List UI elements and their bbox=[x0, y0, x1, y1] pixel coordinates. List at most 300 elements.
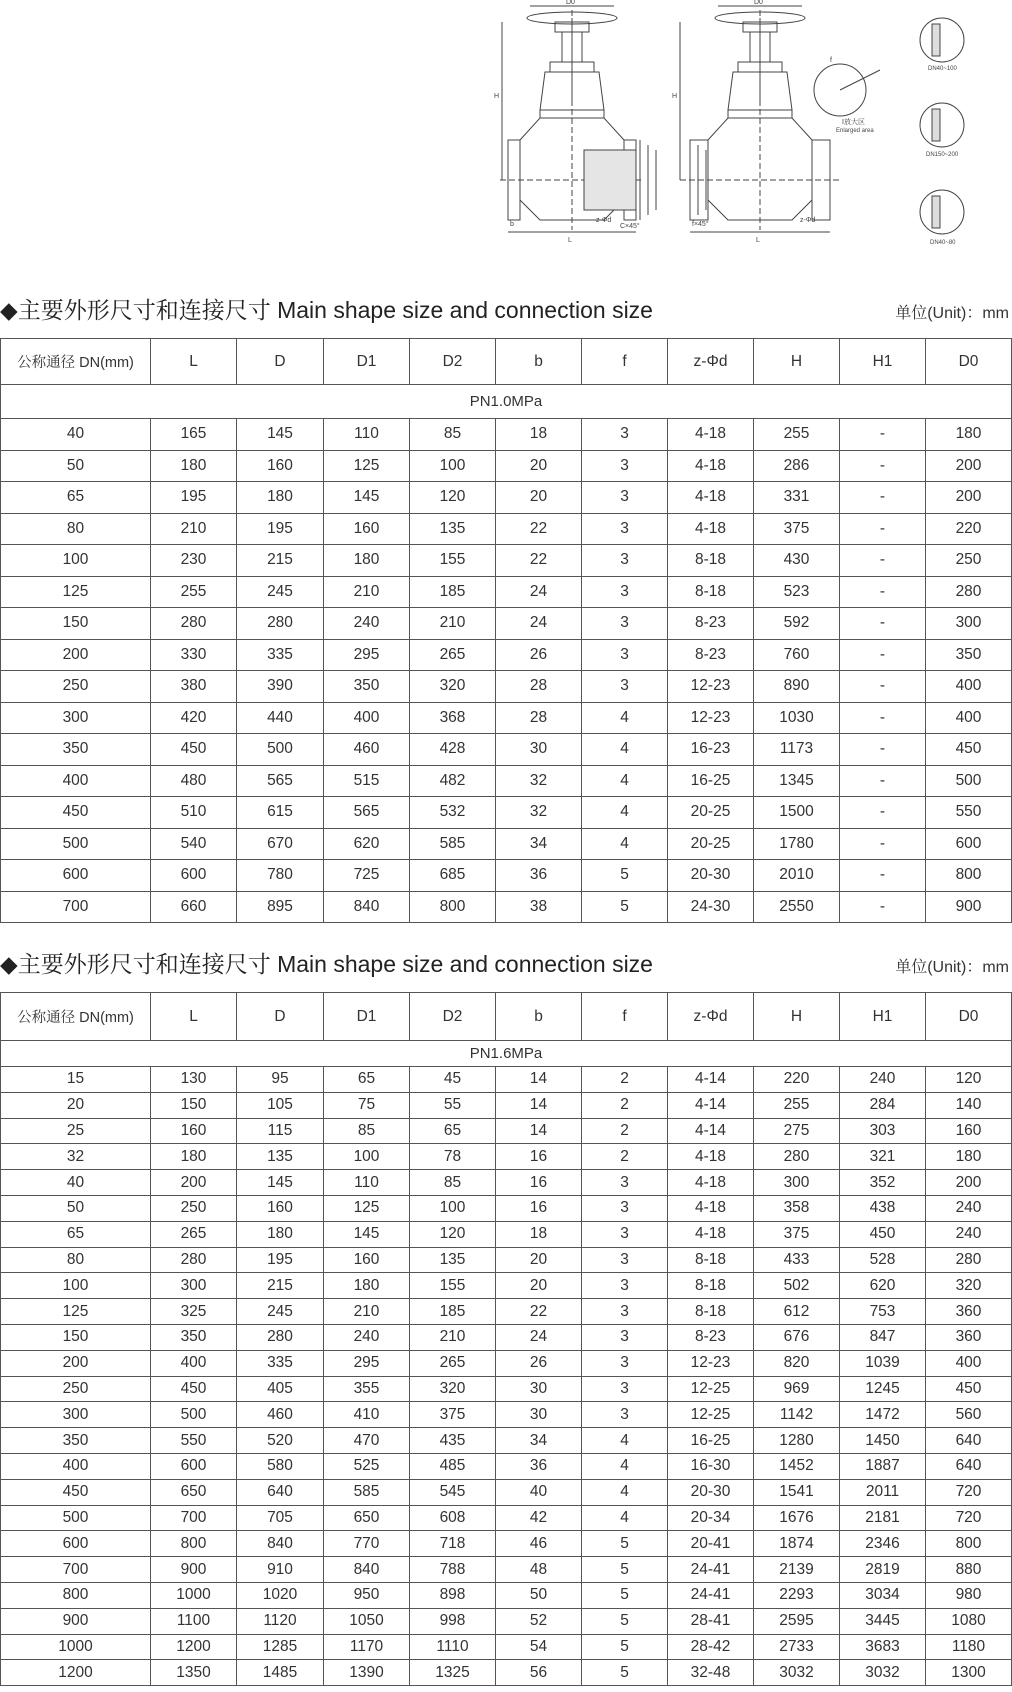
table-cell: 368 bbox=[410, 702, 496, 734]
dn-cell: 700 bbox=[1, 891, 151, 923]
table-cell: 1245 bbox=[840, 1376, 926, 1402]
table-cell: 410 bbox=[324, 1402, 410, 1428]
table-cell: 36 bbox=[496, 1453, 582, 1479]
table-cell: 5 bbox=[582, 1608, 668, 1634]
dn-cell: 65 bbox=[1, 482, 151, 514]
table-cell: 255 bbox=[151, 576, 237, 608]
label-f45: f×45° bbox=[692, 221, 709, 228]
table-cell: 280 bbox=[151, 608, 237, 640]
table-cell: 800 bbox=[926, 860, 1012, 892]
table-cell: 215 bbox=[237, 1273, 324, 1299]
column-header: H1 bbox=[840, 339, 926, 385]
table-cell: 52 bbox=[496, 1608, 582, 1634]
table-cell: 3683 bbox=[840, 1634, 926, 1660]
table-row bbox=[1, 1221, 1012, 1247]
table-cell: 65 bbox=[324, 1067, 410, 1093]
table-cell: 320 bbox=[926, 1273, 1012, 1299]
table-cell: 360 bbox=[926, 1324, 1012, 1350]
table-cell: 1110 bbox=[410, 1634, 496, 1660]
table-cell: 3 bbox=[582, 1350, 668, 1376]
table-cell: 145 bbox=[237, 419, 324, 451]
table-row bbox=[1, 1324, 1012, 1350]
technical-drawings bbox=[494, 0, 980, 250]
table-row bbox=[1, 860, 1012, 892]
table-cell: 2139 bbox=[754, 1557, 840, 1583]
table-cell: 1285 bbox=[237, 1634, 324, 1660]
table-cell: 20-25 bbox=[668, 828, 754, 860]
table-cell: 1541 bbox=[754, 1479, 840, 1505]
table-cell: 34 bbox=[496, 1428, 582, 1454]
table-cell: 120 bbox=[410, 1221, 496, 1247]
table-cell: 760 bbox=[754, 639, 840, 671]
table-cell: 165 bbox=[151, 419, 237, 451]
table-cell: 1080 bbox=[926, 1608, 1012, 1634]
table-cell: 450 bbox=[151, 1376, 237, 1402]
table-cell: 28-42 bbox=[668, 1634, 754, 1660]
table-cell: 185 bbox=[410, 1299, 496, 1325]
table-cell: 400 bbox=[324, 702, 410, 734]
table-cell: 450 bbox=[840, 1221, 926, 1247]
section-header-pn10 bbox=[0, 292, 1011, 328]
label-zphid-left: z-Φd bbox=[596, 217, 612, 224]
table-cell: 255 bbox=[754, 419, 840, 451]
table-row bbox=[1, 1479, 1012, 1505]
table-cell: 275 bbox=[754, 1118, 840, 1144]
table-cell: 140 bbox=[926, 1092, 1012, 1118]
table-cell: 3 bbox=[582, 608, 668, 640]
table-cell: 135 bbox=[410, 1247, 496, 1273]
table-cell: 500 bbox=[926, 765, 1012, 797]
table-cell: 1170 bbox=[324, 1634, 410, 1660]
table-cell: 185 bbox=[410, 576, 496, 608]
label-dn40-100: DN40~100 bbox=[928, 66, 957, 72]
table-row bbox=[1, 1067, 1012, 1093]
table-cell: 145 bbox=[324, 1221, 410, 1247]
table-cell: 230 bbox=[151, 545, 237, 577]
table-header-row bbox=[1, 339, 1012, 385]
table-cell: 30 bbox=[496, 1376, 582, 1402]
table-cell: 20-30 bbox=[668, 860, 754, 892]
table-cell: 65 bbox=[410, 1118, 496, 1144]
label-l-left: L bbox=[568, 237, 572, 244]
table-cell: 540 bbox=[151, 828, 237, 860]
table-cell: 435 bbox=[410, 1428, 496, 1454]
table-cell: 650 bbox=[324, 1505, 410, 1531]
table-cell: 42 bbox=[496, 1505, 582, 1531]
table-row bbox=[1, 419, 1012, 451]
table-cell: 3 bbox=[582, 1221, 668, 1247]
table-cell: 718 bbox=[410, 1531, 496, 1557]
table-cell: 4-14 bbox=[668, 1092, 754, 1118]
table-cell: 180 bbox=[324, 1273, 410, 1299]
table-cell: 350 bbox=[324, 671, 410, 703]
table-cell: 20 bbox=[496, 1247, 582, 1273]
table-cell: 482 bbox=[410, 765, 496, 797]
table-cell: - bbox=[840, 860, 926, 892]
table-cell: 130 bbox=[151, 1067, 237, 1093]
table-cell: - bbox=[840, 608, 926, 640]
table-cell: 753 bbox=[840, 1299, 926, 1325]
table-cell: 350 bbox=[926, 639, 1012, 671]
table-cell: 160 bbox=[926, 1118, 1012, 1144]
table-cell: 12-23 bbox=[668, 702, 754, 734]
table-row bbox=[1, 765, 1012, 797]
dn-cell: 20 bbox=[1, 1092, 151, 1118]
table-cell: 38 bbox=[496, 891, 582, 923]
table-cell: 405 bbox=[237, 1376, 324, 1402]
table-cell: 32 bbox=[496, 765, 582, 797]
table-cell: 847 bbox=[840, 1324, 926, 1350]
table-row bbox=[1, 576, 1012, 608]
column-header: D1 bbox=[324, 993, 410, 1041]
table-cell: 24 bbox=[496, 608, 582, 640]
table-cell: 1350 bbox=[151, 1660, 237, 1686]
table-cell: 20-30 bbox=[668, 1479, 754, 1505]
table-cell: 969 bbox=[754, 1376, 840, 1402]
table-cell: 725 bbox=[324, 860, 410, 892]
table-cell: 180 bbox=[237, 1221, 324, 1247]
table-cell: 592 bbox=[754, 608, 840, 640]
table-cell: 3 bbox=[582, 545, 668, 577]
table-cell: 502 bbox=[754, 1273, 840, 1299]
dn-cell: 150 bbox=[1, 1324, 151, 1350]
table-cell: 840 bbox=[324, 1557, 410, 1583]
table-cell: 600 bbox=[151, 1453, 237, 1479]
table-cell: 3032 bbox=[840, 1660, 926, 1686]
table-cell: 210 bbox=[324, 576, 410, 608]
dn-cell: 600 bbox=[1, 860, 151, 892]
table-cell: 320 bbox=[410, 1376, 496, 1402]
table-cell: 3034 bbox=[840, 1582, 926, 1608]
table-row bbox=[1, 1453, 1012, 1479]
label-f: f bbox=[830, 57, 832, 64]
table-cell: 50 bbox=[496, 1582, 582, 1608]
table-cell: 2346 bbox=[840, 1531, 926, 1557]
table-cell: 280 bbox=[926, 576, 1012, 608]
table-cell: 1030 bbox=[754, 702, 840, 734]
table-cell: 85 bbox=[410, 1170, 496, 1196]
table-cell: 125 bbox=[324, 1195, 410, 1221]
table-cell: 1200 bbox=[151, 1634, 237, 1660]
table-cell: 840 bbox=[237, 1531, 324, 1557]
column-header: D0 bbox=[926, 339, 1012, 385]
table-cell: 400 bbox=[926, 1350, 1012, 1376]
table-cell: 565 bbox=[237, 765, 324, 797]
table-cell: 550 bbox=[926, 797, 1012, 829]
table-cell: 250 bbox=[151, 1195, 237, 1221]
table-cell: 303 bbox=[840, 1118, 926, 1144]
table-cell: 4 bbox=[582, 734, 668, 766]
table-cell: 5 bbox=[582, 1531, 668, 1557]
table-cell: 840 bbox=[324, 891, 410, 923]
table-cell: 8-18 bbox=[668, 1299, 754, 1325]
table-cell: 4 bbox=[582, 1428, 668, 1454]
table-cell: 30 bbox=[496, 1402, 582, 1428]
table-cell: 22 bbox=[496, 545, 582, 577]
table-cell: 210 bbox=[410, 1324, 496, 1350]
table-cell: 160 bbox=[151, 1118, 237, 1144]
table-cell: 160 bbox=[237, 450, 324, 482]
table-cell: 180 bbox=[926, 1144, 1012, 1170]
table-cell: 20 bbox=[496, 1273, 582, 1299]
table-row bbox=[1, 1557, 1012, 1583]
table-cell: 12-23 bbox=[668, 671, 754, 703]
table-row bbox=[1, 639, 1012, 671]
table-cell: 331 bbox=[754, 482, 840, 514]
table-cell: 100 bbox=[410, 1195, 496, 1221]
table-row bbox=[1, 1350, 1012, 1376]
table-cell: 565 bbox=[324, 797, 410, 829]
table-cell: 4-14 bbox=[668, 1118, 754, 1144]
table-cell: 895 bbox=[237, 891, 324, 923]
table-cell: 450 bbox=[926, 1376, 1012, 1402]
table-row bbox=[1, 1118, 1012, 1144]
table-cell: 380 bbox=[151, 671, 237, 703]
dn-cell: 500 bbox=[1, 828, 151, 860]
table-row bbox=[1, 1144, 1012, 1170]
table-cell: 265 bbox=[410, 639, 496, 671]
table-cell: 2595 bbox=[754, 1608, 840, 1634]
table-cell: 8-23 bbox=[668, 1324, 754, 1350]
table-cell: 670 bbox=[237, 828, 324, 860]
table-row bbox=[1, 1608, 1012, 1634]
label-l-right: L bbox=[756, 237, 760, 244]
table-cell: 195 bbox=[151, 482, 237, 514]
table-cell: 950 bbox=[324, 1582, 410, 1608]
table-cell: 12-25 bbox=[668, 1402, 754, 1428]
table-cell: 612 bbox=[754, 1299, 840, 1325]
spec-table-pn16 bbox=[0, 992, 1012, 1686]
dn-cell: 450 bbox=[1, 797, 151, 829]
table-cell: 1000 bbox=[151, 1582, 237, 1608]
table-cell: 1100 bbox=[151, 1608, 237, 1634]
table-row bbox=[1, 1247, 1012, 1273]
table-cell: 284 bbox=[840, 1092, 926, 1118]
table-row bbox=[1, 1660, 1012, 1686]
table-row bbox=[1, 891, 1012, 923]
table-cell: 28 bbox=[496, 671, 582, 703]
table-cell: 265 bbox=[410, 1350, 496, 1376]
table-cell: - bbox=[840, 545, 926, 577]
label-b-left: b bbox=[510, 221, 514, 228]
dn-cell: 250 bbox=[1, 671, 151, 703]
table-cell: 2 bbox=[582, 1092, 668, 1118]
table-cell: 32 bbox=[496, 797, 582, 829]
table-cell: 280 bbox=[237, 1324, 324, 1350]
table-cell: - bbox=[840, 513, 926, 545]
table-cell: 24-41 bbox=[668, 1582, 754, 1608]
table-cell: 16-23 bbox=[668, 734, 754, 766]
dn-cell: 100 bbox=[1, 545, 151, 577]
table-cell: 335 bbox=[237, 1350, 324, 1376]
table-cell: 8-18 bbox=[668, 1247, 754, 1273]
table-row bbox=[1, 608, 1012, 640]
dn-cell: 400 bbox=[1, 765, 151, 797]
table-cell: 820 bbox=[754, 1350, 840, 1376]
table-cell: 320 bbox=[410, 671, 496, 703]
table-cell: 255 bbox=[754, 1092, 840, 1118]
table-cell: - bbox=[840, 765, 926, 797]
dn-cell: 32 bbox=[1, 1144, 151, 1170]
table-cell: - bbox=[840, 891, 926, 923]
table-cell: 3 bbox=[582, 1273, 668, 1299]
dn-cell: 200 bbox=[1, 1350, 151, 1376]
table-cell: 520 bbox=[237, 1428, 324, 1454]
table-cell: 8-23 bbox=[668, 608, 754, 640]
dn-cell: 700 bbox=[1, 1557, 151, 1583]
table-cell: 210 bbox=[151, 513, 237, 545]
pressure-label-pn16: PN1.6MPa bbox=[1, 1041, 1012, 1067]
dn-cell: 15 bbox=[1, 1067, 151, 1093]
table-cell: 4-18 bbox=[668, 482, 754, 514]
table-cell: 3 bbox=[582, 639, 668, 671]
unit-label-pn10: 单位(Unit)：mm bbox=[895, 305, 1009, 322]
table-cell: 18 bbox=[496, 419, 582, 451]
table-cell: 24 bbox=[496, 1324, 582, 1350]
table-cell: 998 bbox=[410, 1608, 496, 1634]
table-cell: 585 bbox=[324, 1479, 410, 1505]
table-cell: 980 bbox=[926, 1582, 1012, 1608]
table-cell: 5 bbox=[582, 1582, 668, 1608]
dn-cell: 350 bbox=[1, 734, 151, 766]
table-cell: 470 bbox=[324, 1428, 410, 1454]
label-h-right: H bbox=[672, 93, 678, 100]
table-cell: 5 bbox=[582, 1660, 668, 1686]
dn-cell: 40 bbox=[1, 419, 151, 451]
label-zphid-right: z-Φd bbox=[800, 217, 816, 224]
table-cell: 210 bbox=[410, 608, 496, 640]
table-cell: 20-41 bbox=[668, 1531, 754, 1557]
table-cell: 120 bbox=[410, 482, 496, 514]
table-cell: - bbox=[840, 797, 926, 829]
table-cell: 14 bbox=[496, 1118, 582, 1144]
table-cell: 2010 bbox=[754, 860, 840, 892]
section-title-pn16: ◆主要外形尺寸和连接尺寸 Main shape size and connection size bbox=[0, 951, 653, 977]
table-cell: 1500 bbox=[754, 797, 840, 829]
table-cell: 615 bbox=[237, 797, 324, 829]
table-cell: 780 bbox=[237, 860, 324, 892]
section-title-pn10: ◆主要外形尺寸和连接尺寸 Main shape size and connection size bbox=[0, 297, 653, 323]
table-cell: 890 bbox=[754, 671, 840, 703]
table-cell: 32-48 bbox=[668, 1660, 754, 1686]
table-cell: 22 bbox=[496, 1299, 582, 1325]
table-cell: 1450 bbox=[840, 1428, 926, 1454]
table-cell: 360 bbox=[926, 1299, 1012, 1325]
column-header: z-Φd bbox=[668, 339, 754, 385]
table-cell: 250 bbox=[926, 545, 1012, 577]
table-cell: 240 bbox=[926, 1221, 1012, 1247]
table-cell: 532 bbox=[410, 797, 496, 829]
table-cell: 660 bbox=[151, 891, 237, 923]
table-cell: 280 bbox=[754, 1144, 840, 1170]
table-row bbox=[1, 1299, 1012, 1325]
table-cell: 450 bbox=[151, 734, 237, 766]
table-cell: - bbox=[840, 702, 926, 734]
table-cell: 200 bbox=[926, 482, 1012, 514]
table-cell: 700 bbox=[151, 1505, 237, 1531]
table-cell: 26 bbox=[496, 639, 582, 671]
table-cell: 2 bbox=[582, 1067, 668, 1093]
table-cell: 16-25 bbox=[668, 765, 754, 797]
table-cell: 485 bbox=[410, 1453, 496, 1479]
table-cell: 26 bbox=[496, 1350, 582, 1376]
table-cell: 1472 bbox=[840, 1402, 926, 1428]
table-cell: 438 bbox=[840, 1195, 926, 1221]
table-cell: 8-18 bbox=[668, 576, 754, 608]
table-cell: 500 bbox=[151, 1402, 237, 1428]
table-cell: 16 bbox=[496, 1195, 582, 1221]
table-cell: 3 bbox=[582, 1195, 668, 1221]
table-cell: 1452 bbox=[754, 1453, 840, 1479]
table-row bbox=[1, 1505, 1012, 1531]
dn-cell: 100 bbox=[1, 1273, 151, 1299]
column-header: D2 bbox=[410, 993, 496, 1041]
table-cell: 2 bbox=[582, 1144, 668, 1170]
table-cell: 100 bbox=[410, 450, 496, 482]
table-cell: 245 bbox=[237, 1299, 324, 1325]
label-h-left: H bbox=[494, 93, 500, 100]
column-header: f bbox=[582, 993, 668, 1041]
table-cell: 20-34 bbox=[668, 1505, 754, 1531]
dn-cell: 250 bbox=[1, 1376, 151, 1402]
table-cell: 115 bbox=[237, 1118, 324, 1144]
table-cell: 24-41 bbox=[668, 1557, 754, 1583]
table-cell: 20 bbox=[496, 450, 582, 482]
table-cell: 180 bbox=[151, 450, 237, 482]
table-cell: 45 bbox=[410, 1067, 496, 1093]
label-c45: C×45° bbox=[620, 223, 640, 230]
table-cell: 770 bbox=[324, 1531, 410, 1557]
table-cell: 34 bbox=[496, 828, 582, 860]
table-cell: 450 bbox=[926, 734, 1012, 766]
table-cell: 300 bbox=[926, 608, 1012, 640]
table-cell: 46 bbox=[496, 1531, 582, 1557]
table-cell: 600 bbox=[926, 828, 1012, 860]
table-cell: 375 bbox=[754, 1221, 840, 1247]
table-cell: 375 bbox=[410, 1402, 496, 1428]
table-cell: 150 bbox=[151, 1092, 237, 1118]
table-cell: 12-25 bbox=[668, 1376, 754, 1402]
table-cell: 2293 bbox=[754, 1582, 840, 1608]
table-row bbox=[1, 450, 1012, 482]
dn-cell: 300 bbox=[1, 702, 151, 734]
table-cell: 523 bbox=[754, 576, 840, 608]
table-cell: 352 bbox=[840, 1170, 926, 1196]
table-cell: - bbox=[840, 734, 926, 766]
table-cell: 3 bbox=[582, 1376, 668, 1402]
dn-cell: 65 bbox=[1, 1221, 151, 1247]
table-cell: 240 bbox=[840, 1067, 926, 1093]
table-cell: 14 bbox=[496, 1067, 582, 1093]
table-cell: 155 bbox=[410, 1273, 496, 1299]
table-row bbox=[1, 1092, 1012, 1118]
pressure-label-pn10: PN1.0MPa bbox=[1, 385, 1012, 419]
dn-cell: 350 bbox=[1, 1428, 151, 1454]
table-cell: 1280 bbox=[754, 1428, 840, 1454]
table-cell: 280 bbox=[151, 1247, 237, 1273]
dn-cell: 300 bbox=[1, 1402, 151, 1428]
table-cell: 720 bbox=[926, 1479, 1012, 1505]
table-cell: 1325 bbox=[410, 1660, 496, 1686]
table-cell: 48 bbox=[496, 1557, 582, 1583]
table-cell: 240 bbox=[926, 1195, 1012, 1221]
table-cell: 880 bbox=[926, 1557, 1012, 1583]
table-cell: 3 bbox=[582, 513, 668, 545]
table-cell: 1142 bbox=[754, 1402, 840, 1428]
table-cell: 4 bbox=[582, 1453, 668, 1479]
dn-cell: 400 bbox=[1, 1453, 151, 1479]
table-cell: 8-23 bbox=[668, 639, 754, 671]
